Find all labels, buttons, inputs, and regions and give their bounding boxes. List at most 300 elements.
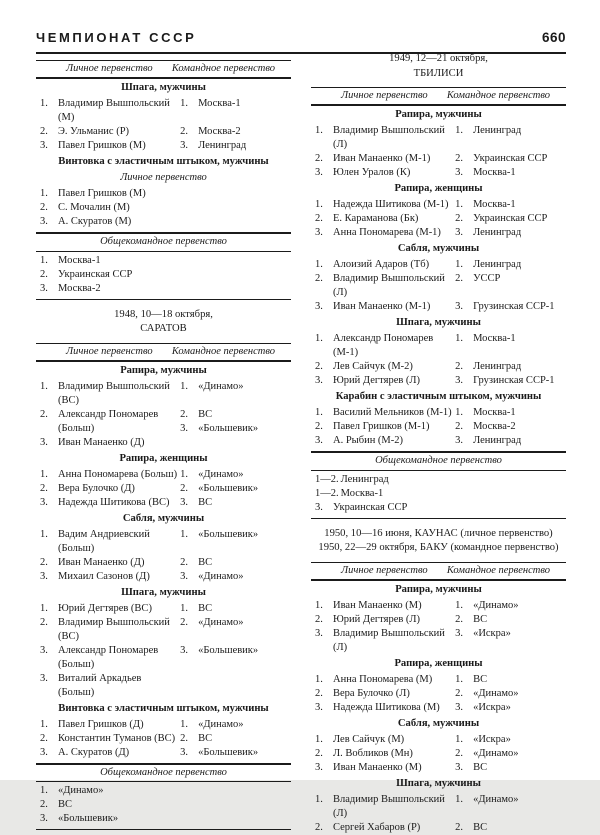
entry-text: А. Скуратов (Д) <box>58 746 130 758</box>
entry-text: «Большевик» <box>198 644 259 656</box>
rank-number: 1. <box>180 718 188 730</box>
rank-number: 3. <box>455 435 463 446</box>
rank-number: 1. <box>180 380 188 392</box>
result-row <box>311 226 566 240</box>
rank-number: 2. <box>315 273 323 284</box>
page-title: ЧЕМПИОНАТ СССР <box>36 30 197 45</box>
entry-text: Павел Гришков (М) <box>58 188 146 199</box>
team-heading: Командное первенство <box>171 63 275 74</box>
right-column <box>311 44 566 835</box>
team-result <box>180 482 291 496</box>
result-row <box>311 733 566 747</box>
results-list <box>36 468 291 510</box>
entry-text: Иван Манаенко (М) <box>333 761 422 773</box>
rank-number: 1. <box>455 673 463 685</box>
entry-text: Украинская ССР <box>473 213 548 224</box>
team-result <box>455 687 566 701</box>
entry-text: Москва-1 <box>473 333 516 344</box>
team-result <box>180 658 291 672</box>
entry-text: Ленинград <box>473 435 522 446</box>
personal-result <box>311 406 455 420</box>
entry-text <box>198 658 291 672</box>
team-result <box>180 732 291 746</box>
results-list <box>311 332 566 388</box>
result-row <box>36 436 291 450</box>
entry-text: Лев Сайчук (М) <box>333 733 405 745</box>
rank-number: 3. <box>40 644 48 656</box>
rank-number: 1. <box>315 599 323 611</box>
result-row <box>36 732 291 746</box>
weapon-section-title: Карабин с эластичным штыком, мужчины <box>335 391 542 402</box>
team-result <box>180 125 291 139</box>
personal-result <box>36 139 180 153</box>
rank-number: 3. <box>455 627 463 639</box>
overall-heading <box>36 763 291 783</box>
weapon-section-title: Рапира, женщины <box>119 452 208 464</box>
team-result <box>455 747 566 761</box>
result-row <box>311 599 566 613</box>
weapon-section-title: Шпага, мужчины <box>121 586 206 598</box>
personal-result <box>36 556 180 570</box>
entry-text <box>198 672 291 700</box>
team-result <box>180 468 291 482</box>
personal-result <box>311 420 455 434</box>
personal-result <box>36 732 180 746</box>
rank-number: 3. <box>40 813 48 824</box>
rank-number: 1. <box>455 407 463 418</box>
entry-text: Надежда Шитикова (М-1) <box>333 199 449 210</box>
team-result <box>455 793 566 821</box>
result-row <box>36 616 291 644</box>
personal-result <box>311 747 455 761</box>
result-row <box>311 747 566 761</box>
personal-result <box>311 198 455 212</box>
result-row <box>36 282 291 296</box>
rank-number: 1. <box>315 125 323 136</box>
rank-number <box>40 658 58 672</box>
result-row <box>36 482 291 496</box>
result-row <box>311 374 566 388</box>
result-row <box>36 556 291 570</box>
personal-result <box>311 821 455 835</box>
entry-text: ВС <box>198 408 213 420</box>
entry-text: Василий Мельников (М-1) <box>333 407 452 418</box>
entry-text: Владимир Вышпольский (Л) <box>333 273 445 298</box>
personal-result <box>311 599 455 613</box>
result-row <box>36 468 291 482</box>
rank-number: 3. <box>455 227 463 238</box>
entry-text: Виталий Аркадьев (Больш) <box>58 672 142 698</box>
entry-text: «Динамо» <box>58 785 104 796</box>
rank-number: 2. <box>455 361 463 372</box>
team-result <box>455 198 566 212</box>
team-result <box>455 374 566 388</box>
results-list <box>311 673 566 715</box>
rank-number: 2. <box>180 408 188 420</box>
rank-number: 2. <box>180 126 188 137</box>
team-result <box>455 733 566 747</box>
rank-number: 1. <box>180 602 188 614</box>
entry-text: Украинская ССР <box>473 153 548 164</box>
personal-result <box>311 793 455 821</box>
rank-number: 1. <box>40 468 48 480</box>
rank-number: 1. <box>455 333 463 344</box>
event-date-line: 1948, 10—18 октября, <box>114 308 213 320</box>
team-result <box>455 332 566 360</box>
entry-text <box>198 436 291 450</box>
personal-heading: Личное первенство <box>341 564 428 576</box>
rank-number: 3. <box>315 501 323 513</box>
personal-result <box>36 718 180 732</box>
rank-number: 2. <box>180 482 188 494</box>
rank-number: 2. <box>315 361 323 372</box>
weapon-section-title: Сабля, мужчины <box>122 512 205 524</box>
result-row <box>36 125 291 139</box>
rank-number: 1. <box>455 199 463 210</box>
result-row <box>36 746 291 760</box>
personal-heading: Личное первенство <box>341 90 428 101</box>
event-date-block <box>311 52 566 81</box>
rank-number: 1. <box>180 98 188 109</box>
rank-number: 2. <box>180 732 188 744</box>
rank-number: 2. <box>40 799 48 810</box>
rank-number: 1. <box>315 733 323 745</box>
team-result <box>455 258 566 272</box>
rank-number: 3. <box>40 140 48 151</box>
personal-heading: Личное первенство <box>66 63 153 74</box>
personal-result <box>36 602 180 616</box>
entry-text: ВС <box>198 496 213 508</box>
result-row <box>311 406 566 420</box>
entry-text: Е. Караманова (Бк) <box>333 213 419 224</box>
team-result <box>455 360 566 374</box>
horizontal-rule <box>36 299 291 300</box>
result-row <box>36 496 291 510</box>
rank-number: 1. <box>315 673 323 685</box>
entry-text: «Динамо» <box>198 718 244 730</box>
team-result <box>180 380 291 408</box>
result-row <box>36 139 291 153</box>
entry-text: Михаил Сазонов (Д) <box>58 570 150 582</box>
entry-text: «Большевик» <box>58 813 119 824</box>
results-list <box>311 198 566 240</box>
team-result <box>180 718 291 732</box>
team-heading: Командное первенство <box>446 90 550 101</box>
personal-result <box>311 733 455 747</box>
result-row <box>36 187 291 201</box>
personal-result <box>311 701 455 715</box>
rank-number: 2. <box>455 613 463 625</box>
result-row <box>36 644 291 658</box>
result-row <box>311 300 566 314</box>
team-result <box>180 672 291 700</box>
entry-text: С. Мочалин (М) <box>58 202 130 213</box>
team-result <box>455 613 566 627</box>
personal-result <box>311 152 455 166</box>
result-row <box>311 473 566 487</box>
result-row <box>311 166 566 180</box>
rank-number: 2. <box>455 153 463 164</box>
team-result <box>455 627 566 655</box>
rank-number: 1. <box>40 785 48 796</box>
entry-text: «Большевик» <box>198 746 259 758</box>
personal-result <box>36 97 180 125</box>
entry-text: Ленинград <box>473 259 522 270</box>
team-result <box>455 226 566 240</box>
team-result <box>455 124 566 152</box>
overall-heading <box>36 232 291 252</box>
personal-result <box>311 166 455 180</box>
team-result <box>455 166 566 180</box>
personal-result <box>311 124 455 152</box>
entry-text: Украинская ССР <box>333 501 408 513</box>
entry-text: Иван Манаенко (Д) <box>58 556 145 568</box>
entry-text: «Динамо» <box>198 570 244 582</box>
result-row <box>311 258 566 272</box>
rank-number: 3. <box>40 672 48 684</box>
rank-number: 3. <box>315 375 323 386</box>
entry-text: Москва-1 <box>473 407 516 418</box>
entry-text: Иван Манаенко (Д) <box>58 436 145 448</box>
entry-text: Москва-1 <box>58 254 101 266</box>
entry-text: Надежда Шитикова (ВС) <box>58 496 170 508</box>
team-result <box>455 152 566 166</box>
rank-number: 3. <box>40 570 48 582</box>
entry-text: Украинская ССР <box>58 268 133 280</box>
team-result <box>180 436 291 450</box>
entry-text: ВС <box>473 761 488 773</box>
rank-number: 3. <box>315 627 323 639</box>
result-row <box>311 152 566 166</box>
team-heading: Командное первенство <box>171 345 275 357</box>
team-result <box>455 272 566 300</box>
entry-text: Юрий Дегтярев (Л) <box>333 375 421 386</box>
team-result <box>180 616 291 644</box>
personal-result <box>36 644 180 658</box>
rank-number: 3. <box>40 496 48 508</box>
entry-text: Анна Пономарева (Больш) <box>58 468 178 480</box>
event-date-block <box>36 308 291 337</box>
entry-text: Вадим Андриевский (Больш) <box>58 528 150 554</box>
result-row <box>36 528 291 556</box>
team-result <box>180 746 291 760</box>
rank-number: 1. <box>40 718 48 730</box>
rank-number: 1. <box>40 528 48 540</box>
results-list <box>36 380 291 450</box>
rank-number: 3. <box>315 435 323 446</box>
personal-result <box>36 482 180 496</box>
results-list <box>36 254 291 296</box>
entry-text: Владимир Вышпольский (Л) <box>333 125 445 150</box>
results-list <box>36 97 291 153</box>
entry-text: Владимир Вышпольский (Л) <box>333 793 445 819</box>
team-result <box>455 212 566 226</box>
rank-number: 3. <box>455 375 463 386</box>
entry-text: Владимир Вышпольский (М) <box>58 98 170 123</box>
entry-text: Ленинград <box>473 125 522 136</box>
overall-heading-label: Общекомандное первенство <box>100 766 227 778</box>
entry-text: ВС <box>198 556 213 568</box>
results-list <box>311 406 566 448</box>
team-heading: Командное первенство <box>446 564 550 576</box>
rank-number: 2. <box>315 153 323 164</box>
personal-result <box>36 658 180 672</box>
result-row <box>36 798 291 812</box>
results-list <box>311 473 566 515</box>
personal-result <box>311 212 455 226</box>
event-date-line: 1950, 10—16 июня, КАУНАС (личное первенство) <box>324 527 553 539</box>
entry-text: Павел Гришков (Д) <box>58 718 144 730</box>
rank-number: 1. <box>180 528 188 540</box>
weapon-section-title: Рапира, мужчины <box>120 364 207 376</box>
personal-result <box>36 468 180 482</box>
rank-number: 2. <box>40 126 48 137</box>
rank-number: 2. <box>180 616 188 628</box>
entry-text: Ленинград <box>198 140 247 151</box>
result-row <box>311 627 566 655</box>
entry-text: Александр Пономарев (М-1) <box>333 333 434 358</box>
result-row <box>311 420 566 434</box>
rank-number: 3. <box>455 761 463 773</box>
results-list <box>36 187 291 229</box>
rank-number: 1. <box>455 733 463 745</box>
result-row <box>36 215 291 229</box>
entry-text: Павел Гришков (М-1) <box>333 421 430 432</box>
team-result <box>455 599 566 613</box>
personal-result <box>311 332 455 360</box>
result-row <box>36 812 291 826</box>
entry-text: Владимир Вышпольский (ВС) <box>58 616 170 642</box>
result-row <box>36 408 291 422</box>
entry-text: Ленинград <box>473 361 522 372</box>
personal-result <box>36 408 180 422</box>
rank-number: 3. <box>455 167 463 178</box>
entry-text: Ленинград <box>473 227 522 238</box>
rank-number: 3. <box>315 301 323 312</box>
event-date-line: 1949, 12—21 октября, <box>389 53 488 64</box>
result-row <box>311 761 566 775</box>
entry-text: Константин Туманов (ВС) <box>58 732 176 744</box>
team-result <box>455 406 566 420</box>
entry-text: Э. Ульманис (Р) <box>58 126 130 137</box>
entry-text: А. Рыбин (М-2) <box>333 435 404 446</box>
rank-number: 1. <box>40 188 48 199</box>
results-list <box>36 528 291 584</box>
rank-number: 2. <box>455 747 463 759</box>
entry-text: Иван Манаенко (М-1) <box>333 301 431 312</box>
entry-text: «Динамо» <box>198 380 244 392</box>
result-row <box>311 124 566 152</box>
entry-text: Иван Манаенко (М-1) <box>333 153 431 164</box>
entry-text: «Динамо» <box>473 599 519 611</box>
entry-text: Москва-1 <box>473 167 516 178</box>
entry-text: Грузинская ССР-1 <box>473 301 555 312</box>
result-row <box>36 268 291 282</box>
entry-text: Вера Булочко (Д) <box>58 482 135 494</box>
result-row <box>311 821 566 835</box>
result-row <box>311 272 566 300</box>
rank-number: 2. <box>455 421 463 432</box>
entry-text: Вера Булочко (Л) <box>333 687 410 699</box>
team-result <box>180 496 291 510</box>
rank-number: 3. <box>315 701 323 713</box>
personal-result <box>311 300 455 314</box>
rank-number <box>180 436 198 450</box>
event-date-line: 1950, 22—29 октября, БАКУ (командное первенство) <box>318 542 559 553</box>
rank-number: 2. <box>455 273 463 284</box>
rank-number: 1. <box>40 98 48 109</box>
result-row <box>311 360 566 374</box>
entry-text: (Больш) <box>58 422 95 434</box>
results-list <box>311 599 566 655</box>
result-row <box>311 613 566 627</box>
rank-number: 2. <box>315 821 323 833</box>
rank-number: 2. <box>455 687 463 699</box>
rank-number: 1. <box>455 599 463 611</box>
rank-number: 3. <box>40 216 48 227</box>
rank-number: 3. <box>455 701 463 713</box>
horizontal-rule <box>311 518 566 519</box>
weapon-section-title: Рапира, мужчины <box>395 583 482 595</box>
result-row <box>36 784 291 798</box>
rank-number <box>180 658 198 672</box>
results-table-header <box>311 562 566 581</box>
rank-number: 2. <box>40 616 48 628</box>
entry-text: ВС <box>198 732 213 744</box>
results-list <box>36 784 291 826</box>
rank-number: 1. <box>40 254 48 266</box>
entry-text: Юлен Уралов (К) <box>333 167 411 178</box>
results-list <box>311 258 566 314</box>
entry-text: Грузинская ССР-1 <box>473 375 555 386</box>
personal-result <box>311 226 455 240</box>
result-row <box>311 701 566 715</box>
team-result <box>180 570 291 584</box>
entry-text: Москва-2 <box>58 282 101 294</box>
entry-text: «Динамо» <box>473 687 519 699</box>
team-result <box>180 602 291 616</box>
team-result <box>180 408 291 422</box>
rank-number: 2. <box>455 213 463 224</box>
personal-result <box>311 434 455 448</box>
result-row <box>311 198 566 212</box>
entry-text: «Большевик» <box>198 422 259 434</box>
entry-text: «Большевик» <box>198 528 259 540</box>
rank-number: 3. <box>180 570 188 582</box>
rank-number <box>180 672 198 700</box>
event-date-block <box>311 527 566 556</box>
rank-number: 1. <box>180 468 188 480</box>
weapon-section-title: Винтовка с эластичным штыком, мужчины <box>58 702 269 714</box>
personal-result <box>311 627 455 655</box>
personal-result <box>36 436 180 450</box>
entry-text: Александр Пономарев <box>58 408 159 420</box>
rank-number: 1. <box>40 602 48 614</box>
results-list <box>36 602 291 700</box>
rank-number: 2. <box>180 556 188 568</box>
result-row <box>311 687 566 701</box>
personal-result <box>36 528 180 556</box>
event-date-line: ТБИЛИСИ <box>413 67 464 79</box>
result-row <box>311 793 566 821</box>
rank-number: 2. <box>315 613 323 625</box>
entry-text: Алоизий Адаров (Тб) <box>333 259 430 270</box>
results-list <box>311 124 566 180</box>
personal-result <box>311 673 455 687</box>
overall-heading-label: Общекомандное первенство <box>100 236 227 247</box>
team-result <box>180 97 291 125</box>
entry-text: «Искра» <box>473 627 511 639</box>
